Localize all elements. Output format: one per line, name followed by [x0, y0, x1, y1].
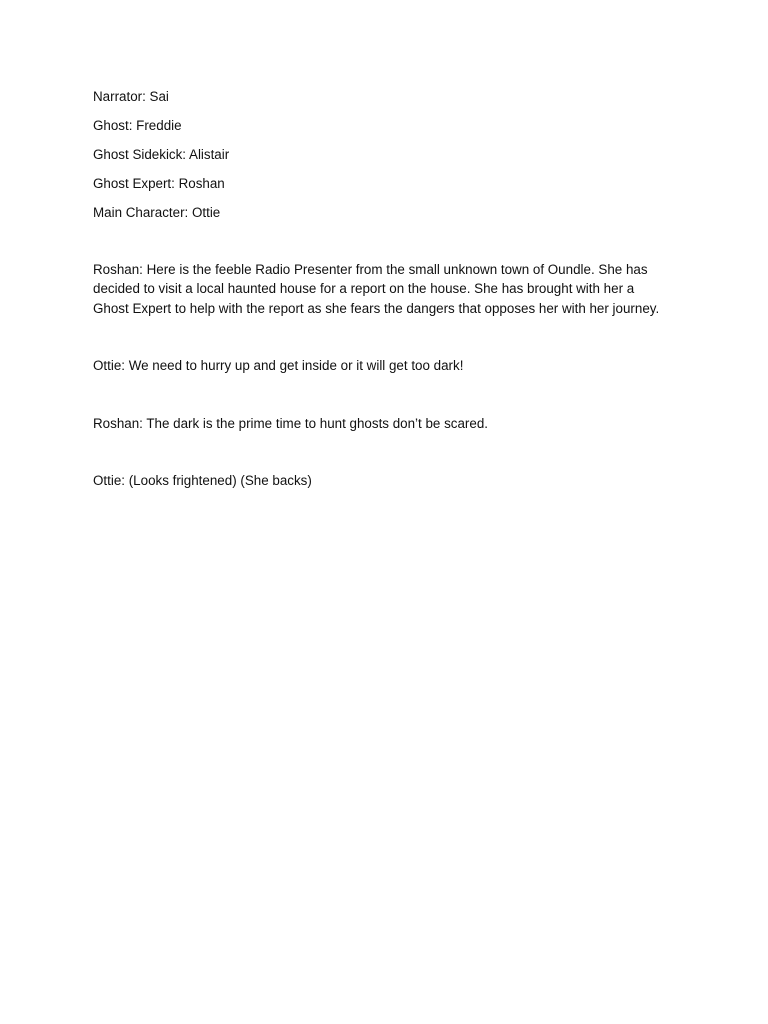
cast-list: [93, 87, 673, 222]
document-body: [93, 87, 673, 529]
cast-line-ghost-sidekick: Ghost Sidekick: Alistair: [93, 147, 230, 162]
dialogue-line: Ottie: We need to hurry up and get inside or it will get too dark!: [93, 358, 464, 374]
script-dialogue: [93, 260, 673, 490]
cast-line-main-character: Main Character: Ottie: [93, 205, 221, 220]
dialogue-line: Ottie: (Looks frightened) (She backs): [93, 473, 312, 489]
cast-line-ghost: Ghost: Freddie: [93, 118, 182, 133]
cast-line-narrator: Narrator: Sai: [93, 89, 169, 104]
dialogue-line: Roshan: The dark is the prime time to hunt ghosts don’t be scared.: [93, 415, 488, 431]
dialogue-line: Roshan: Here is the feeble Radio Presenter from the small unknown town of Oundle. She has decided to visit a local haunted house for a report on the house. She has brought with her a Ghost Expert to help with the report as she fears the dangers that opposes her with her journey.: [93, 262, 660, 316]
cast-line-ghost-expert: Ghost Expert: Roshan: [93, 176, 225, 191]
